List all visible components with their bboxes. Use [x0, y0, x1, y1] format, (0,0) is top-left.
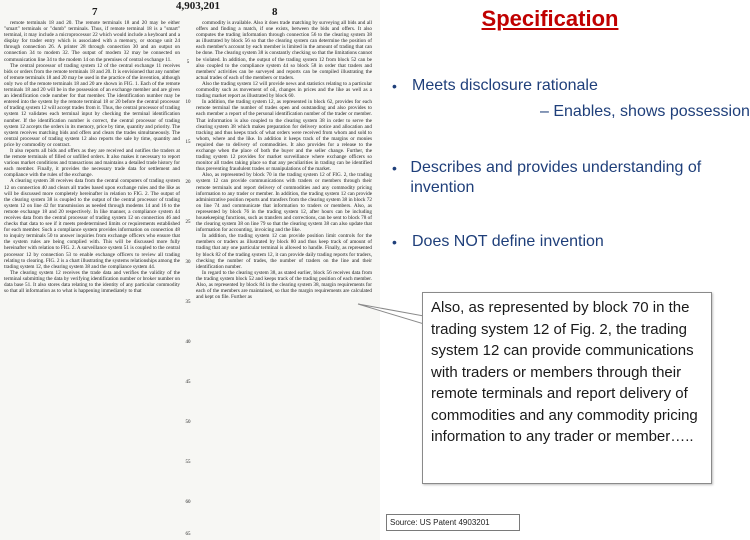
patent-left-column	[4, 20, 180, 538]
patent-paragraph: remote terminals 18 and 20. The remote terminals 18 and 20 may be either "smart" terminals or "dumb" terminals. Thus, if remote terminal 18 is a "smart" terminal, it may include a microprocessor 22 which would include a keyboard and a display for trader entry which is associated with a memory, or storage unit 24 through connection 26. A printer 28 through connection 30 and an output on connection 34 to modem 32. The output of modem 32 may be connected on communication line 34 to the modem 14 on the premises of central exchange 11.	[4, 20, 180, 63]
patent-paragraph: A clearing system 38 receives data from the central computers of trading system 12 on connection 40 and clears all trades based upon exchange rules and the like as will be discussed more completely hereinafter in relation to FIG. 2. The output of the clearing system 38 is coupled to the output of the central processor of trading system 12 on line 42 for transmission as needed through modems 14 and 16 to the remote exchange 18 and 20 respectively. In like manner, a compliance system 44 receives data from the central processor of trading system 12 on connection 46 and checks that data to see if it meets predetermined limits or requirements established for each member. Such a compliance system provides information on connection 48 to inquiry terminals 50 to answer inquiries from exchange officers who ensure that the system rules are being complied with. This will be discussed more fully hereinafter with relation to FIG. 2. A surveillance system 51 is coupled to the central processor 12 by connection 53 to enable exchange officers to review all trading relating to clearing. FIG. 2 is a chart illustrating the systems relationships among the trading system 12, the clearing system 38 and the compliance system 44.	[4, 178, 180, 270]
line-number: 55	[185, 460, 191, 465]
line-number: 30	[185, 260, 191, 265]
right-page-number: 8	[272, 6, 278, 18]
line-number: 65	[185, 532, 191, 537]
patent-paragraph: Also, as represented by block 70 in the trading system 12 of FIG. 2, the trading system 12 can provide communications with traders or members through their remote terminals and report delivery of commodities and any commodity pricing information to any trader or member. In addition, the trading system 12 can provide administrative position reports and transfers from the clearing system 38 in block 72 on line 74 and communicate that information to traders or members. Also, as represented by block 76 in the trading system 12, after hours can be including housekeeping functions, such as transfers and corrections, can be sent to block 78 of the clearing system 38 on line 79 so that the clearing system 38 can also update that information for accounting, invoicing and the like.	[196, 172, 372, 234]
line-number: 45	[185, 380, 191, 385]
line-number: 25	[185, 220, 191, 225]
bullet-item	[392, 232, 712, 252]
bullet-text: Does NOT define invention	[412, 233, 604, 250]
left-page-number: 7	[92, 6, 98, 18]
line-number: 40	[185, 340, 191, 345]
patent-number: 4,903,201	[176, 0, 220, 12]
source-citation: Source: US Patent 4903201	[386, 514, 520, 531]
line-number: 5	[186, 60, 190, 65]
bullet-text: Describes and provides understanding of invention	[410, 159, 702, 196]
patent-paragraph: In addition, the trading system 12, as represented in block 62, provides for each remote terminal the number of trades open and outstanding and also provides to each member a report of the personal identification number of the trader or member. That information is also coupled to the clearing system 38 in order to serve the clearing system 38 which makes preparation for delivery notice and allocation and tracking and thus keeps track of what orders were received from whom and sold to whom, where and the like. In addition it keeps track of the margins or monies required due to delivery of commodities. It also provides for a release to the exchange when the place of both the buyer and the seller change. Further, the trading system 12 provides for market surveillance where exchange officers so monitor all trades taking place so that any peculiarities in trading can be identified thus preventing fraudulent trades or manipulations of the market.	[196, 99, 372, 173]
patent-paragraph: In regard to the clearing system 38, as stated earlier, block 56 receives data from the trading system block 52 and keeps track of the trading position of each member. Also, as represented by block 84 in the clearing system 38, margin requirements for each of the members are maintained, so that the margin requirements are calculated and kept on file. Further as	[196, 269, 372, 301]
line-number: 50	[185, 420, 191, 425]
bullet-dot-icon: •	[392, 234, 397, 250]
patent-right-column	[196, 20, 372, 538]
patent-paragraph: commodity is available. Also it does trade matching by surveying all bids and all offers and finding a match, if one exists, between the bids and offers. It also computes the trading information through connection 56 to the clearing system 38 as illustrated by block 56 so that the clearing system can determine the position of each member's account by each member is limited in the amount of trading that can be done. The clearing system 38 is constantly checking so that the limitations cannot be violated. In addition, the output of the trading system 12 from block 52 can be also coupled to the compliance system 44 so block 58 in order that traders and members' activities can be surveyed and reports can be compiled illustrating the actual trades of each of the members or traders.	[196, 20, 372, 81]
line-number: 35	[185, 300, 191, 305]
sub-bullet-text: – Enables, shows possession	[540, 103, 750, 120]
line-number: 60	[185, 500, 191, 505]
bullet-text: Meets disclosure rationale	[412, 77, 598, 94]
patent-paragraph: It also reports all bids and offers as they are received and notifies the traders at the remote terminals of filled or unfilled orders. It also makes it necessary to report various market conditions and transactions and maintains a detailed trade history for each member. Finally, it provides the necessary trade data for settlement and compliance with the rules of the exchange.	[4, 147, 180, 179]
bullet-dot-icon: •	[392, 78, 397, 94]
bullet-dot-icon: •	[392, 160, 397, 176]
slide-title: Specification	[481, 6, 619, 31]
line-number: 15	[185, 140, 191, 145]
patent-paragraph: The clearing system 12 receives the trade data and verifies the validity of the terminal submitting the data by verifying identification number or broker number on data base 51. It also stores data relating to the identity of any particular commodity so that all information as to what is happening immediately to that	[4, 269, 180, 295]
patent-paragraph: Also the trading system 12 will provide news and statistics relating to a particular commodity such as movement of oil, changes in prices and the like as well as a trading market report as illustrated by block 60.	[196, 80, 372, 100]
bullet-item	[392, 158, 712, 198]
bullet-item	[392, 76, 712, 96]
patent-paragraph: The central processor of trading system 12 of the central exchange 11 receives bids or orders from the remote terminals 18 and 20. It is envisioned that any number of remote terminals 18 and 20 may be used in the practice of the invention, although only two of the remote terminals 18 and 20 are shown in FIG. 1. Each of the remote terminals 18 and 20 will be in the possession of an exchange member and are given an identification code number for that member. The identification number may be entered into the system by the remote terminal 18 or 20 before the central processor of trading system 12 will accept trades from it. Thus, the central processor of trading system 12 validates each terminal input by checking the terminal identification number. If the identification number is correct, the central processor of trading system 12 accepts the orders in its memory, price by time, quantity and priority. The system receives matching bids and offers and clears the trades simultaneously. The central processor of trading system 12 also reports the sale by time, quantity and price by commodity or contract.	[4, 62, 180, 148]
patent-paragraph: In addition, the trading system 12 can provide position limit controls for the members or traders as illustrated by block 80 and thus keep track of amount of trading that any one particular terminal is allowed to handle. Finally, as represented by block 82 of the trading system 12, it can provide daily trading reports for traders, checking the number of trades, the number of traders on the line and their identification number.	[196, 233, 372, 270]
quote-callout-box: Also, as represented by block 70 in the trading system 12 of Fig. 2, the trading system 12 can provide communications with traders or members through their remote terminals and report delivery of commodities and any commodity pricing information to any trader or member…..	[422, 292, 712, 484]
line-number: 20	[185, 180, 191, 185]
line-number: 10	[185, 100, 191, 105]
